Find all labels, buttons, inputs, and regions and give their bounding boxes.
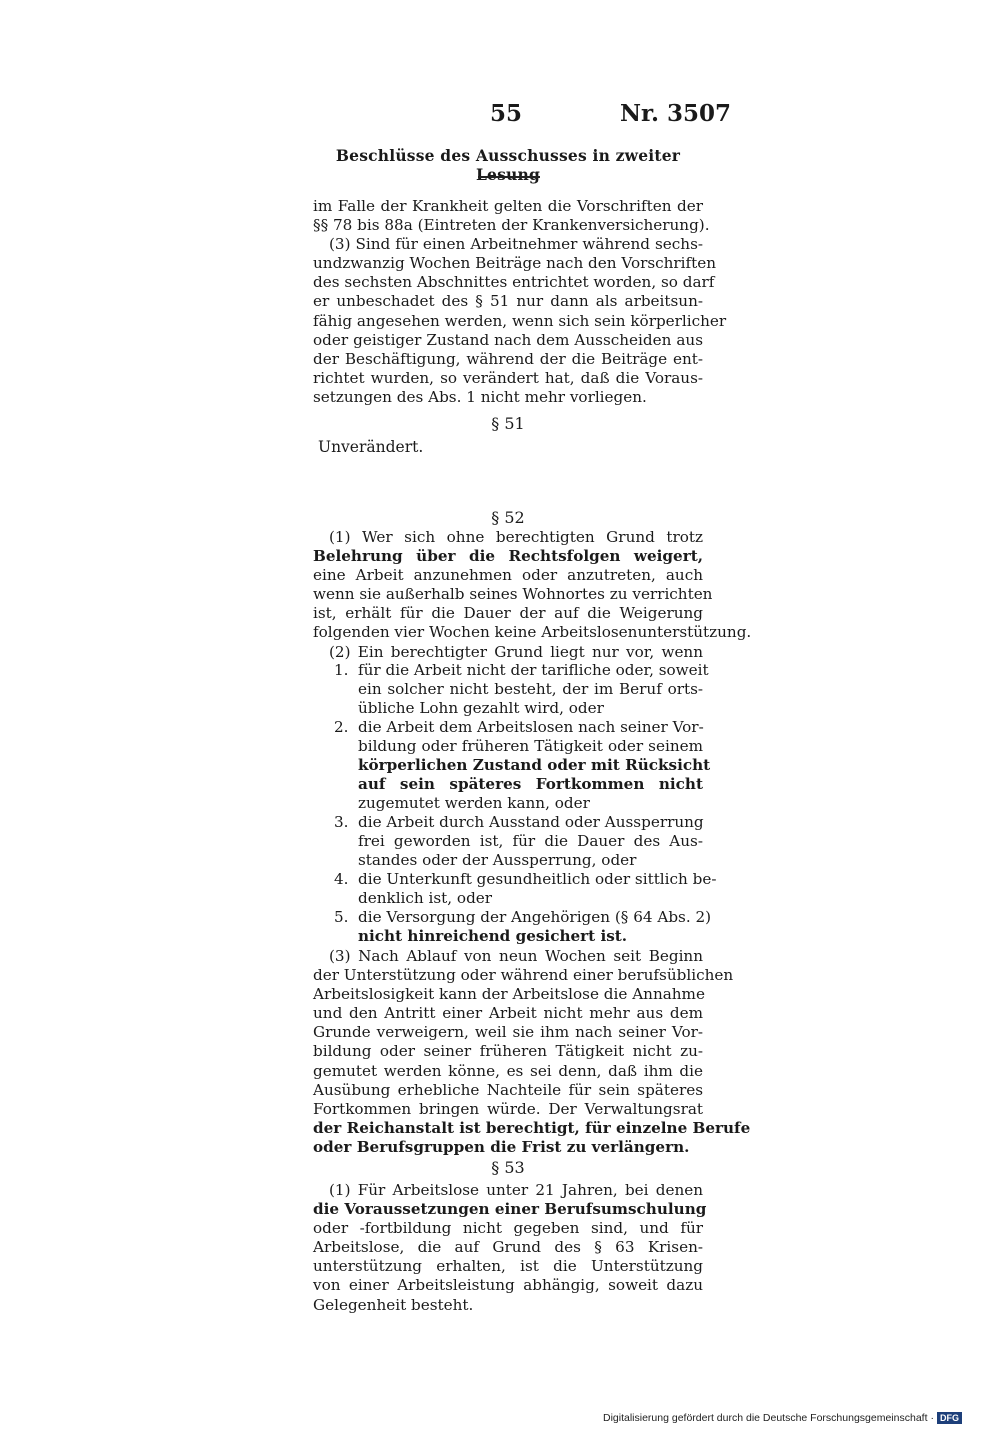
text-line: eine Arbeit anzunehmen oder anzutreten, auch [313,566,703,585]
text-line: der Unterstützung oder während einer berufsüblichen [313,966,734,985]
text-line: oder -fortbildung nicht gegeben sind, und für [313,1219,703,1238]
page-subtitle: Beschlüsse des Ausschusses in zweiter Lesung [335,146,681,184]
text-line: die Voraussetzungen einer Berufsumschulung [313,1200,707,1219]
text-line: die Arbeit durch Ausstand oder Aussperrung [358,813,704,831]
text-line: Fortkommen bringen würde. Der Verwaltungsrat [313,1099,703,1118]
text-line: fähig angesehen werden, wenn sich sein körperlicher [313,311,727,330]
document-number: Nr. 3507 [620,100,732,127]
list-item-number: 5. [334,908,349,926]
text-line: (3) Nach Ablauf von neun Wochen seit Beginn [329,947,703,965]
text-line: wenn sie außerhalb seines Wohnortes zu verrichten [313,585,713,604]
text-line: (3) Sind für einen Arbeitnehmer während sechs- [329,235,703,254]
section-52-heading: § 52 [491,508,525,527]
list-item-number: 3. [334,813,349,831]
digitization-footer: Digitalisierung gefördert durch die Deutsche Forschungsgemeinschaft · DFG [603,1412,962,1424]
text-line: §§ 78 bis 88a (Eintreten der Krankenversicherung). [313,216,710,235]
section-53-paragraph-1 [313,1181,707,1315]
text-line: (1) Wer sich ohne berechtigten Grund trotz [329,528,703,546]
text-line: und den Antritt einer Arbeit nicht mehr aus dem [313,1004,703,1023]
text-line: zugemutet werden kann, oder [358,794,590,813]
text-line: übliche Lohn gezahlt wird, oder [358,699,604,718]
header-divider [478,176,540,178]
text-line: gemutet werden könne, es sei denn, daß ihm die [313,1061,703,1080]
text-line: auf sein späteres Fortkommen nicht [358,775,703,794]
list-item [358,870,717,908]
list-item [358,718,711,813]
text-line: (1) Für Arbeitslose unter 21 Jahren, bei denen [329,1181,703,1199]
text-line: bildung oder früheren Tätigkeit oder seinem [358,737,703,756]
text-line: er unbeschadet des § 51 nur dann als arbeitsun- [313,292,703,311]
list-item-number: 2. [334,718,349,736]
text-line: folgenden vier Wochen keine Arbeitslosenunterstützung. [313,623,752,642]
text-line: die Arbeit dem Arbeitslosen nach seiner Vor- [358,718,704,736]
list-item [358,813,703,870]
text-line: setzungen des Abs. 1 nicht mehr vorliegen. [313,387,647,406]
list-item [358,661,709,718]
text-line: denklich ist, oder [358,889,493,908]
footer-text: Digitalisierung gefördert durch die Deutsche Forschungsgemeinschaft [602,1412,928,1424]
section-51-text: Unverändert. [318,438,424,456]
text-line: Arbeitslose, die auf Grund des § 63 Krisen- [313,1238,703,1257]
text-line: ist, erhält für die Dauer der auf die Weigerung [313,604,703,623]
section-51-heading: § 51 [491,414,525,433]
text-line: Belehrung über die Rechtsfolgen weigert, [313,547,703,566]
text-line: die Versorgung der Angehörigen (§ 64 Abs. 2) [358,908,712,926]
continuation-paragraph [313,197,727,407]
list-item-number: 1. [334,661,349,679]
section-52-paragraph-3 [313,947,751,1157]
text-line: Gelegenheit besteht. [313,1295,474,1314]
text-line: im Falle der Krankheit gelten die Vorschriften der [313,197,703,215]
text-line: für die Arbeit nicht der tarifliche oder, soweit [358,661,709,679]
page-number: 55 [490,100,523,127]
section-53-heading: § 53 [491,1158,525,1177]
text-line: der Reichanstalt ist berechtigt, für einzelne Berufe [313,1118,751,1137]
text-line: ein solcher nicht besteht, der im Beruf orts- [358,680,703,699]
text-line: der Beschäftigung, während der die Beiträge ent- [313,349,703,368]
text-line: bildung oder seiner früheren Tätigkeit nicht zu- [313,1042,703,1061]
text-line: Arbeitslosigkeit kann der Arbeitslose die Annahme [313,985,705,1004]
text-line: undzwanzig Wochen Beiträge nach den Vorschriften [313,254,717,273]
text-line: des sechsten Abschnittes entrichtet worden, so darf [313,273,715,292]
text-line: körperlichen Zustand oder mit Rücksicht [358,756,711,775]
text-line: frei geworden ist, für die Dauer des Aus- [358,832,703,851]
text-line: Ausübung erhebliche Nachteile für sein späteres [313,1080,703,1099]
text-line: die Unterkunft gesundheitlich oder sittlich be- [358,870,717,888]
list-item [358,908,712,946]
text-line: Grunde verweigern, weil sie ihm nach seiner Vor- [313,1023,703,1042]
text-line: oder geistiger Zustand nach dem Ausscheiden aus [313,330,703,349]
text-line: von einer Arbeitsleistung abhängig, soweit dazu [313,1276,703,1295]
text-line: standes oder der Aussperrung, oder [358,851,637,870]
section-52-paragraph-1 [313,528,752,662]
list-item-number: 4. [334,870,349,888]
text-line: oder Berufsgruppen die Frist zu verlängern. [313,1137,690,1156]
text-line: unterstützung erhalten, ist die Unterstützung [313,1257,703,1276]
text-line: (2) Ein berechtigter Grund liegt nur vor, wenn [329,642,703,661]
dfg-logo: DFG [937,1412,962,1424]
text-line: richtet wurden, so verändert hat, daß die Voraus- [313,368,703,387]
text-line: nicht hinreichend gesichert ist. [358,927,628,946]
